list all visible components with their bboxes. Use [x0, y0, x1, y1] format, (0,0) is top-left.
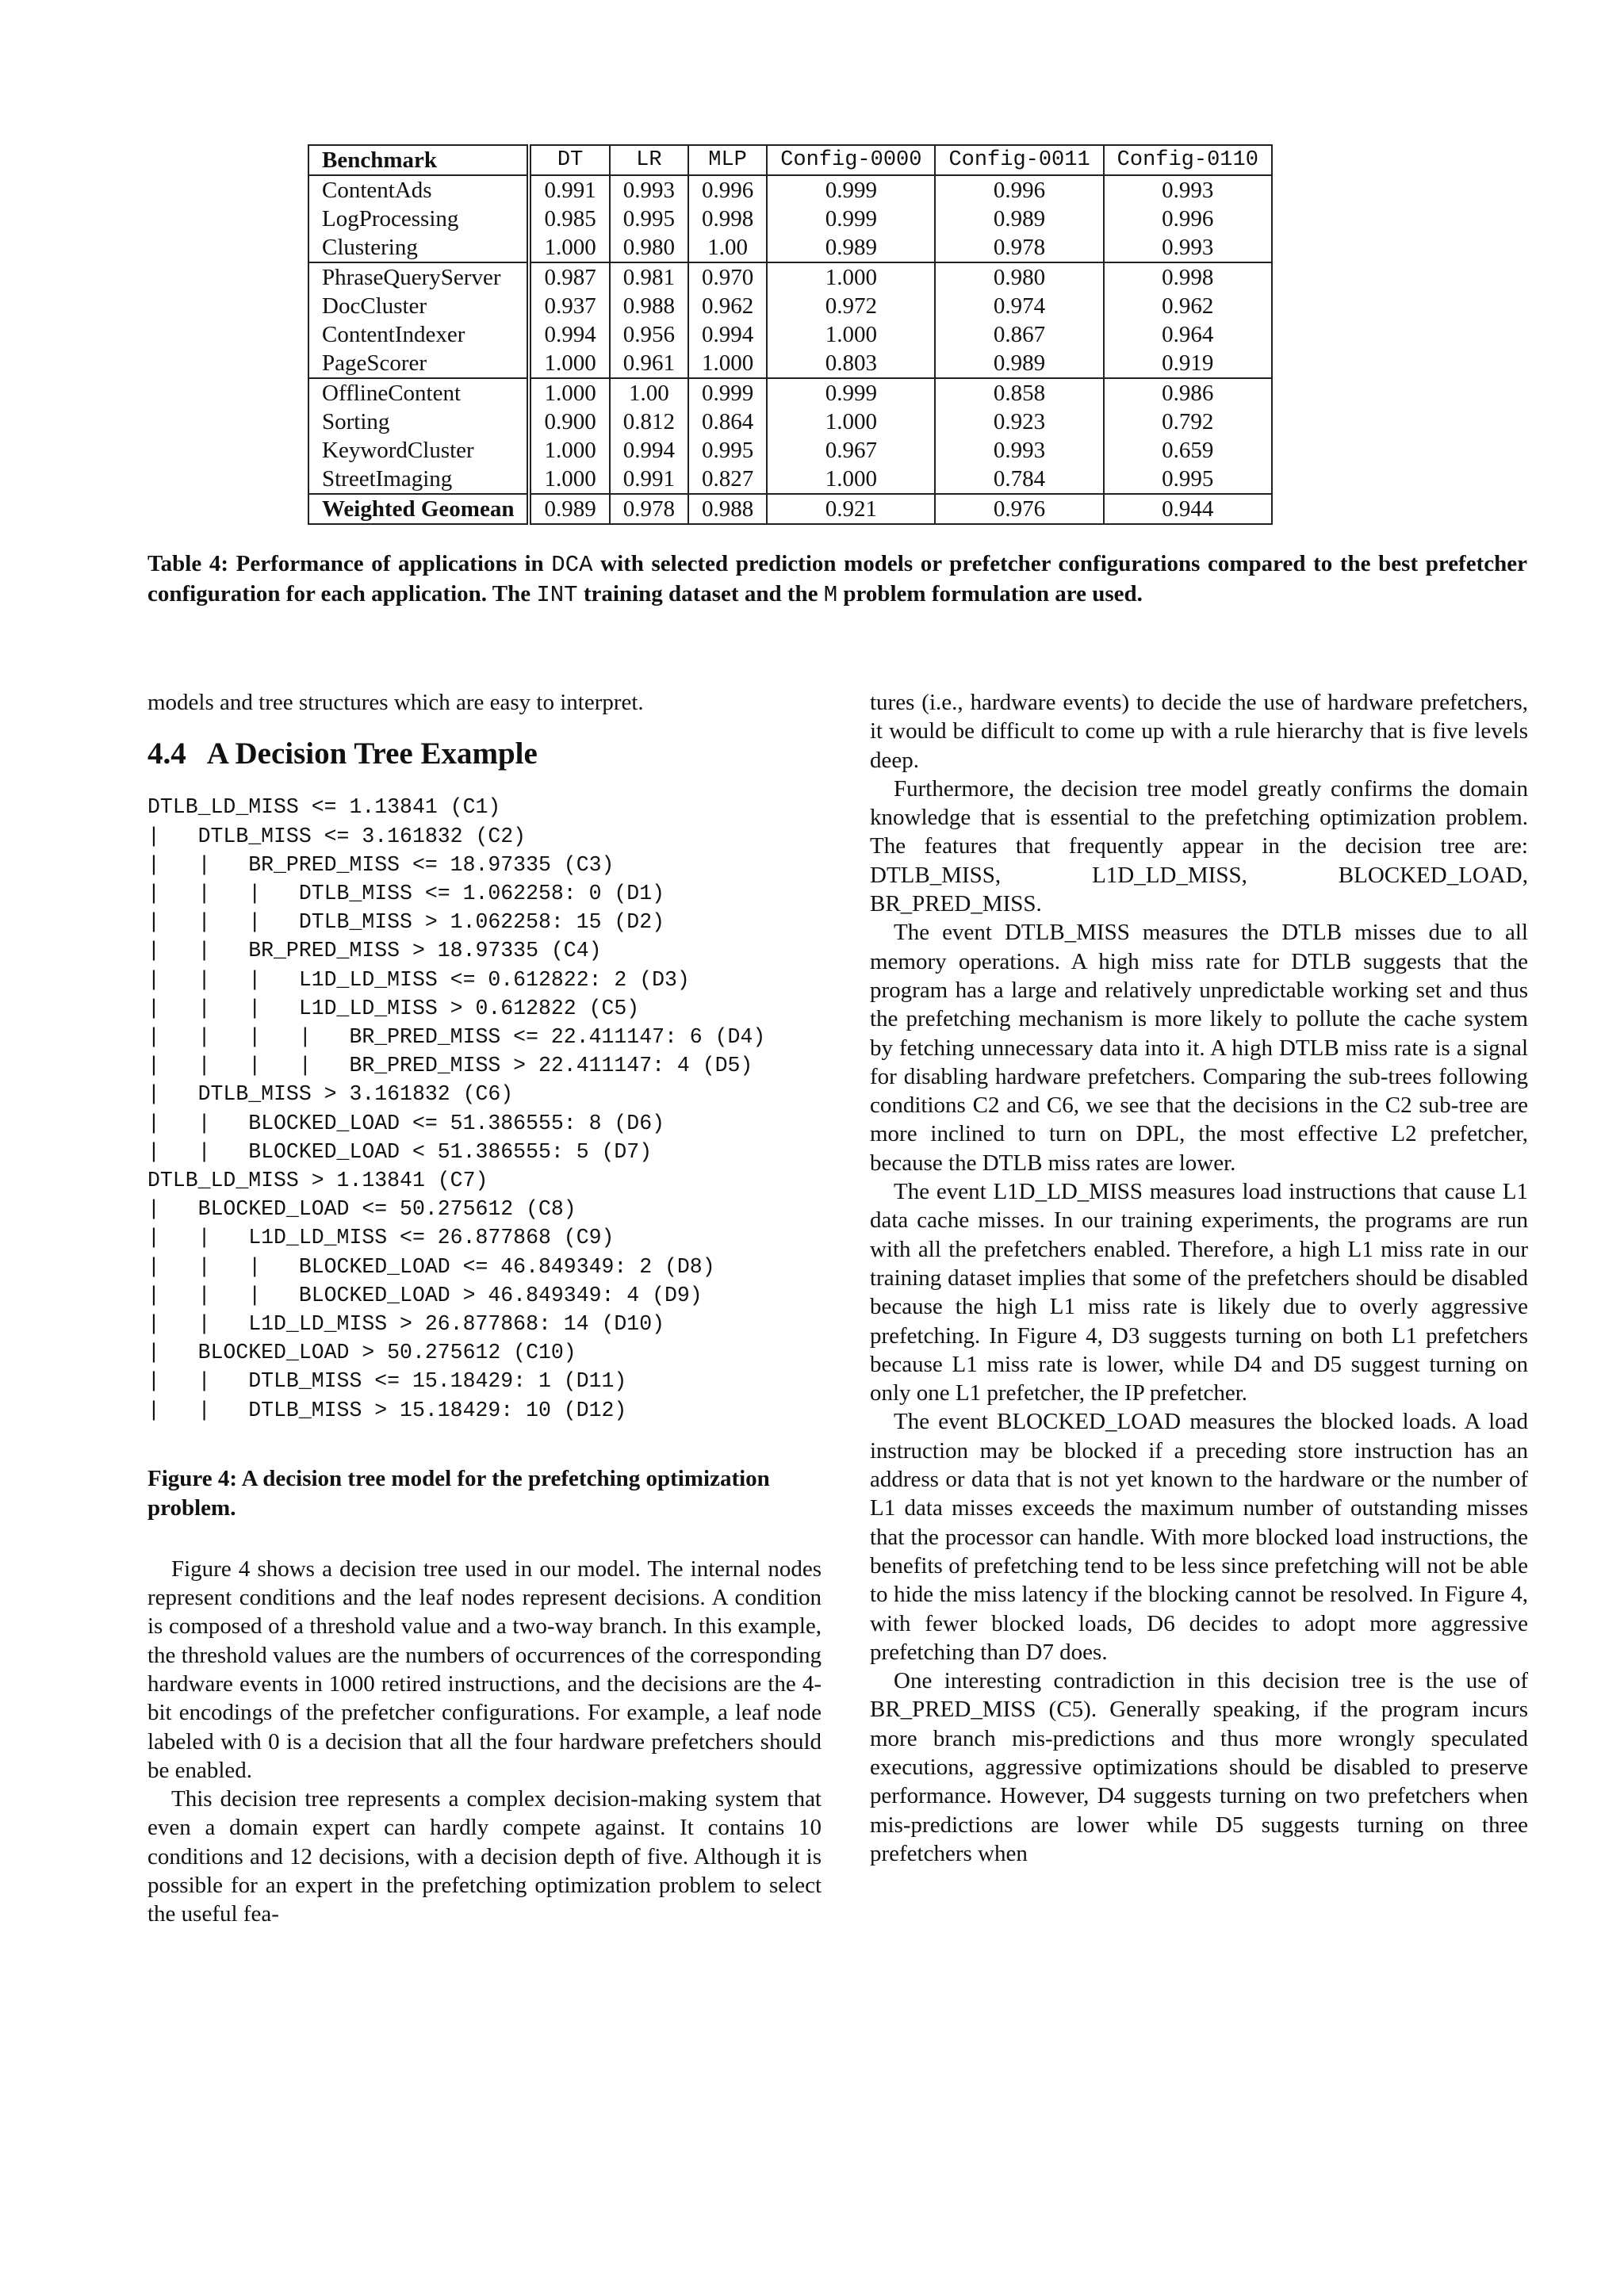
table-cell: 0.972	[767, 292, 935, 320]
table-cell: 0.993	[1104, 175, 1272, 205]
table-cell: 0.988	[610, 292, 688, 320]
table-cell: 0.956	[610, 320, 688, 349]
table-cell: 0.978	[610, 494, 688, 524]
table-cell: 0.978	[935, 233, 1103, 262]
table-cell: 0.921	[767, 494, 935, 524]
table-cell: StreetImaging	[308, 465, 529, 494]
table-cell: 0.996	[935, 175, 1103, 205]
table-footer-row	[308, 494, 1272, 524]
table-cell: 0.792	[1104, 408, 1272, 436]
section-title: A Decision Tree Example	[206, 737, 538, 771]
body-paragraph: tures (i.e., hardware events) to decide the use of hardware prefetchers, it would be difficult to come up with a rule hierarchy that is five levels deep.	[870, 690, 1528, 773]
figure-caption: Figure 4: A decision tree model for the prefetching optimization problem.	[147, 1465, 770, 1521]
table-cell: 0.867	[935, 320, 1103, 349]
left-column	[147, 688, 822, 1929]
table-cell: 0.998	[1104, 262, 1272, 292]
table-group-1	[308, 175, 1272, 262]
table-cell: 1.000	[767, 408, 935, 436]
table-cell: 0.659	[1104, 436, 1272, 465]
header-mlp: MLP	[688, 145, 767, 175]
table-cell: Sorting	[308, 408, 529, 436]
table-cell: 0.999	[688, 378, 767, 408]
performance-table	[308, 144, 1273, 525]
table-cell: ContentIndexer	[308, 320, 529, 349]
body-paragraph: The event BLOCKED_LOAD measures the blocked loads. A load instruction may be blocked if a preceding store instruction has an address or data that is not yet known to the hardware or the number of L1 data misses exceeds the maximum number of outstanding misses that the processor can handle. With more blocked load instructions, the benefits of prefetching tend to be less since prefetching will not be able to hide the miss latency if the blocking cannot be resolved. In Figure 4, with fewer blocked loads, D6 decides to adopt more aggressive prefetching than D7 does.	[870, 1409, 1528, 1665]
table-cell: 1.000	[529, 465, 609, 494]
table-cell: 1.000	[529, 378, 609, 408]
header-config-0000: Config-0000	[767, 145, 935, 175]
table-cell: 0.999	[767, 175, 935, 205]
table-cell: 0.986	[1104, 378, 1272, 408]
table-cell: 0.964	[1104, 320, 1272, 349]
body-paragraph: Furthermore, the decision tree model greatly confirms the domain knowledge that is essential to the prefetching optimization problem. The features that frequently appear in the decision tree are: DTLB_MISS, L1D_LD_MISS, BLOCKED_LOAD, BR_PRED_MISS.	[870, 775, 1528, 917]
caption-code: DCA	[551, 552, 593, 578]
table-cell: 0.803	[767, 349, 935, 378]
table-cell: 0.991	[529, 175, 609, 205]
table-cell: 0.994	[610, 436, 688, 465]
table-row	[308, 262, 1272, 292]
body-paragraph: One interesting contradiction in this decision tree is the use of BR_PRED_MISS (C5). Generally speaking, if the program incurs more branch mis-predictions and thus more wrongly speculated executions, aggressive optimizations should be disabled to preserve performance. However, D4 suggests turning on two prefetchers when mis-predictions are lower while D5 suggests turning on three prefetchers when	[870, 1668, 1528, 1866]
table-cell: 0.991	[610, 465, 688, 494]
table-row	[308, 378, 1272, 408]
table-cell: 0.974	[935, 292, 1103, 320]
table-cell: 0.998	[688, 205, 767, 233]
table-cell: 0.999	[767, 378, 935, 408]
table-cell: 0.989	[529, 494, 609, 524]
table-cell: 0.995	[688, 436, 767, 465]
caption-text: problem formulation are used.	[837, 581, 1143, 607]
table-cell: 0.988	[688, 494, 767, 524]
table-cell: 0.864	[688, 408, 767, 436]
table-cell: 1.000	[767, 262, 935, 292]
table-group-3	[308, 378, 1272, 494]
header-benchmark: Benchmark	[308, 145, 529, 175]
header-config-0011: Config-0011	[935, 145, 1103, 175]
table-cell: 0.944	[1104, 494, 1272, 524]
table-cell: 0.967	[767, 436, 935, 465]
decision-tree-code: DTLB_LD_MISS <= 1.13841 (C1) | DTLB_MISS <= 3.161832 (C2) | | BR_PRED_MISS <= 18.97335 (C3) | | | DTLB_MISS <= 1.062258: 0 (D1) | | | DTLB_MISS > 1.062258: 15 (D2) | | BR_PRED_MISS > 18.97335 (C4) | | | L1D_LD_MISS <= 0.612822: 2 (D3) | | | L1D_LD_MISS > 0.612822 (C5) | | | | BR_PRED_MISS <= 22.411147: 6 (D4) | | | | BR_PRED_MISS > 22.411147: 4 (D5) | DTLB_MISS > 3.161832 (C6) | | BLOCKED_LOAD <= 51.386555: 8 (D6) | | BLOCKED_LOAD < 51.386555: 5 (D7) DTLB_LD_MISS > 1.13841 (C7) | BLOCKED_LOAD <= 50.275612 (C8) | | L1D_LD_MISS <= 26.877868 (C9) | | | BLOCKED_LOAD <= 46.849349: 2 (D8) | | | BLOCKED_LOAD > 46.849349: 4 (D9) | | L1D_LD_MISS > 26.877868: 14 (D10) | BLOCKED_LOAD > 50.275612 (C10) | | DTLB_MISS <= 15.18429: 1 (D11) | | DTLB_MISS > 15.18429: 10 (D12)	[147, 795, 766, 1422]
table-cell: 1.000	[767, 465, 935, 494]
table-row	[308, 175, 1272, 205]
table-cell: 0.937	[529, 292, 609, 320]
header-dt: DT	[529, 145, 609, 175]
caption-text: Table 4: Performance of applications in	[147, 551, 552, 576]
section-number: 4.4	[147, 737, 186, 771]
section-heading	[147, 734, 822, 774]
body-paragraph: Figure 4 shows a decision tree used in our model. The internal nodes represent conditions and the leaf nodes represent decisions. A condition is composed of a threshold value and a two-way branch. In this example, the threshold values are the numbers of occurrences of the corresponding hardware events in 1000 retired instructions, and the decisions are the 4-bit encodings of the prefetcher configurations. For example, a leaf node labeled with 0 is a decision that all the four hardware prefetchers should be enabled.	[147, 1556, 822, 1783]
body-paragraph: The event DTLB_MISS measures the DTLB misses due to all memory operations. A high miss rate for DTLB suggests that the program has a large and relatively unpredictable working set and thus the prefetching mechanism is more likely to pollute the cache system by fetching unnecessary data into it. A high DTLB miss rate is a signal for disabling hardware prefetchers. Comparing the sub-trees following conditions C2 and C6, we see that the decisions in the C2 sub-tree are more inclined to turn on DPL, the most effective L2 prefetcher, because the DTLB miss rates are lower.	[870, 920, 1528, 1176]
table-row	[308, 349, 1272, 378]
table-cell: 0.987	[529, 262, 609, 292]
table-cell: Weighted Geomean	[308, 494, 529, 524]
table-cell: 0.989	[935, 349, 1103, 378]
right-column	[870, 688, 1528, 1868]
table-cell: 1.00	[610, 378, 688, 408]
header-config-0110: Config-0110	[1104, 145, 1272, 175]
table-cell: 0.989	[935, 205, 1103, 233]
table-row	[308, 292, 1272, 320]
table-cell: 0.976	[935, 494, 1103, 524]
table-cell: 0.996	[1104, 205, 1272, 233]
caption-code: INT	[536, 582, 578, 608]
table-cell: 0.995	[610, 205, 688, 233]
caption-text: with selected prediction models or prefetcher configurations compared to the best prefetcher configuration for each application. The	[147, 551, 1527, 607]
table-row	[308, 408, 1272, 436]
table-cell: 0.962	[1104, 292, 1272, 320]
table-cell: 0.999	[767, 205, 935, 233]
table-cell: 0.919	[1104, 349, 1272, 378]
header-lr: LR	[610, 145, 688, 175]
table-row	[308, 465, 1272, 494]
table-cell: 1.000	[688, 349, 767, 378]
table-cell: 0.980	[610, 233, 688, 262]
table-cell: 1.000	[529, 436, 609, 465]
table-cell: 0.900	[529, 408, 609, 436]
table-cell: ContentAds	[308, 175, 529, 205]
body-paragraph: This decision tree represents a complex decision-making system that even a domain expert can hardly compete against. It contains 10 conditions and 12 decisions, with a decision depth of five. Although it is possible for an expert in the prefetching optimization problem to select the useful fea-	[147, 1786, 822, 1927]
caption-code: M	[823, 582, 838, 608]
caption-text: training dataset and the	[577, 581, 824, 607]
table-cell: 1.000	[767, 320, 935, 349]
table-group-2	[308, 262, 1272, 378]
table-cell: 0.994	[688, 320, 767, 349]
table-row	[308, 233, 1272, 262]
table-cell: PhraseQueryServer	[308, 262, 529, 292]
table-cell: 0.993	[1104, 233, 1272, 262]
table-cell: 1.000	[529, 233, 609, 262]
table-cell: 0.985	[529, 205, 609, 233]
table-cell: OfflineContent	[308, 378, 529, 408]
table-row	[308, 205, 1272, 233]
table-cell: 0.970	[688, 262, 767, 292]
table-cell: 0.994	[529, 320, 609, 349]
table-cell: 0.995	[1104, 465, 1272, 494]
table-row	[308, 320, 1272, 349]
intro-paragraph: models and tree structures which are easy to interpret.	[147, 690, 644, 715]
table-cell: 1.00	[688, 233, 767, 262]
table-cell: 0.993	[935, 436, 1103, 465]
table-cell: 0.993	[610, 175, 688, 205]
table-cell: 0.981	[610, 262, 688, 292]
table-cell: 0.962	[688, 292, 767, 320]
table-cell: 0.961	[610, 349, 688, 378]
table-cell: DocCluster	[308, 292, 529, 320]
table-cell: 0.827	[688, 465, 767, 494]
table-cell: 0.923	[935, 408, 1103, 436]
table-cell: KeywordCluster	[308, 436, 529, 465]
table-caption	[147, 549, 1527, 610]
table-cell: 1.000	[529, 349, 609, 378]
table-cell: 0.812	[610, 408, 688, 436]
table-cell: 0.996	[688, 175, 767, 205]
table-cell: 0.980	[935, 262, 1103, 292]
table-cell: 0.989	[767, 233, 935, 262]
table-cell: Clustering	[308, 233, 529, 262]
table-cell: 0.784	[935, 465, 1103, 494]
table-cell: PageScorer	[308, 349, 529, 378]
table-header-row	[308, 145, 1272, 175]
body-paragraph: The event L1D_LD_MISS measures load instructions that cause L1 data cache misses. In our training experiments, the programs are run with all the prefetchers enabled. Therefore, a high L1 miss rate in our training dataset implies that some of the prefetchers should be disabled because the high L1 miss rate is likely due to overly aggressive prefetching. In Figure 4, D3 suggests turning on both L1 prefetchers because L1 miss rate is lower, while D4 and D5 suggest turning on only one L1 prefetcher, the IP prefetcher.	[870, 1179, 1528, 1406]
table-cell: LogProcessing	[308, 205, 529, 233]
table-row	[308, 436, 1272, 465]
table-cell: 0.858	[935, 378, 1103, 408]
